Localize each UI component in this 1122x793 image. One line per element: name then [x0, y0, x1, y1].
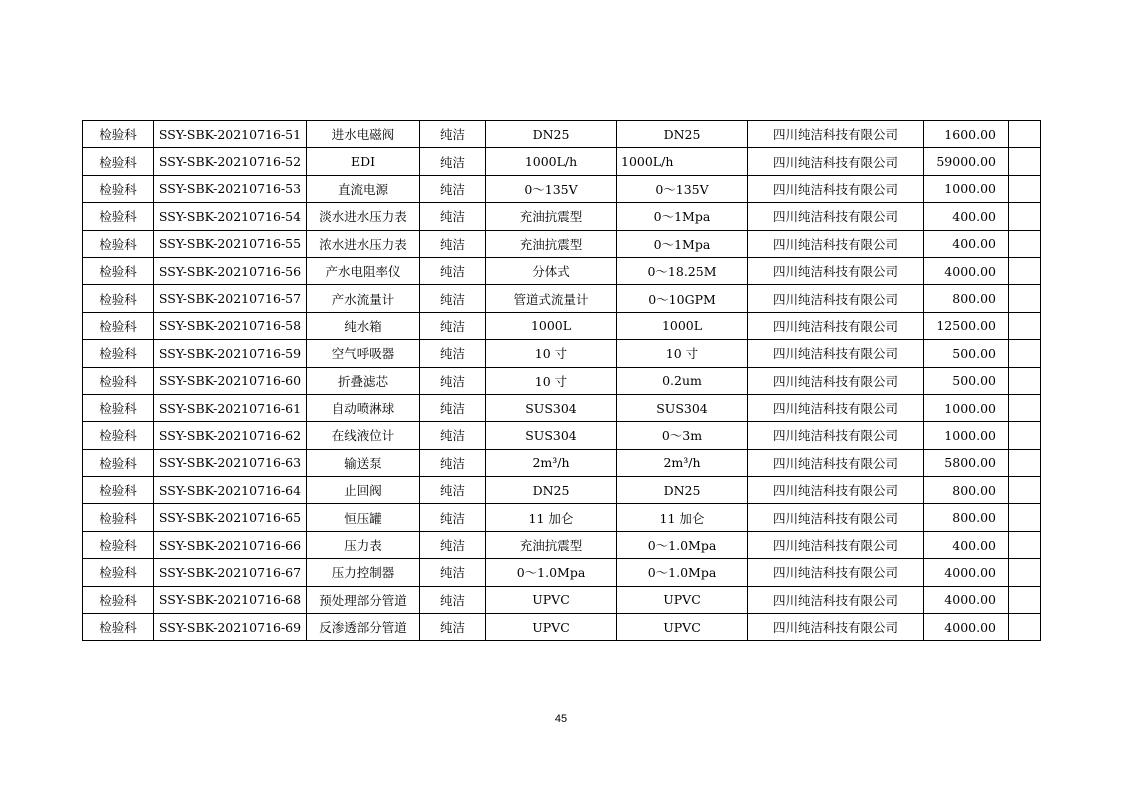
- model-cell: 0～135V: [486, 175, 617, 202]
- blank-cell: [1009, 203, 1041, 230]
- brand-cell: 纯洁: [420, 312, 486, 339]
- blank-cell: [1009, 614, 1041, 641]
- supplier-cell: 四川纯洁科技有限公司: [748, 230, 924, 257]
- model-cell: UPVC: [486, 586, 617, 613]
- spec-cell: 11 加仑: [617, 504, 748, 531]
- department-cell: 检验科: [83, 422, 154, 449]
- model-cell: 2m³/h: [486, 449, 617, 476]
- department-cell: 检验科: [83, 394, 154, 421]
- department-cell: 检验科: [83, 586, 154, 613]
- spec-cell: 1000L/h: [617, 148, 748, 175]
- department-cell: 检验科: [83, 312, 154, 339]
- spec-cell: UPVC: [617, 586, 748, 613]
- blank-cell: [1009, 394, 1041, 421]
- asset-code-cell: SSY-SBK-20210716-54: [154, 203, 307, 230]
- department-cell: 检验科: [83, 340, 154, 367]
- supplier-cell: 四川纯洁科技有限公司: [748, 531, 924, 558]
- brand-cell: 纯洁: [420, 422, 486, 449]
- supplier-cell: 四川纯洁科技有限公司: [748, 504, 924, 531]
- spec-cell: DN25: [617, 477, 748, 504]
- equipment-name-cell: 恒压罐: [307, 504, 420, 531]
- amount-cell: 400.00: [924, 203, 1009, 230]
- equipment-name-cell: 止回阀: [307, 477, 420, 504]
- spec-cell: SUS304: [617, 394, 748, 421]
- model-cell: SUS304: [486, 422, 617, 449]
- table-row: [83, 175, 1041, 202]
- equipment-name-cell: 产水流量计: [307, 285, 420, 312]
- table-row: [83, 531, 1041, 558]
- equipment-name-cell: 预处理部分管道: [307, 586, 420, 613]
- spec-cell: 0～135V: [617, 175, 748, 202]
- blank-cell: [1009, 367, 1041, 394]
- spec-cell: 0～3m: [617, 422, 748, 449]
- asset-code-cell: SSY-SBK-20210716-69: [154, 614, 307, 641]
- brand-cell: 纯洁: [420, 614, 486, 641]
- asset-code-cell: SSY-SBK-20210716-59: [154, 340, 307, 367]
- model-cell: 1000L: [486, 312, 617, 339]
- amount-cell: 800.00: [924, 477, 1009, 504]
- spec-cell: 1000L: [617, 312, 748, 339]
- table-row: [83, 312, 1041, 339]
- model-cell: 分体式: [486, 257, 617, 284]
- supplier-cell: 四川纯洁科技有限公司: [748, 148, 924, 175]
- model-cell: DN25: [486, 121, 617, 148]
- supplier-cell: 四川纯洁科技有限公司: [748, 614, 924, 641]
- equipment-name-cell: 输送泵: [307, 449, 420, 476]
- amount-cell: 4000.00: [924, 559, 1009, 586]
- equipment-name-cell: 反渗透部分管道: [307, 614, 420, 641]
- blank-cell: [1009, 175, 1041, 202]
- supplier-cell: 四川纯洁科技有限公司: [748, 285, 924, 312]
- brand-cell: 纯洁: [420, 531, 486, 558]
- model-cell: 充油抗震型: [486, 531, 617, 558]
- equipment-name-cell: 自动喷淋球: [307, 394, 420, 421]
- asset-code-cell: SSY-SBK-20210716-61: [154, 394, 307, 421]
- brand-cell: 纯洁: [420, 285, 486, 312]
- supplier-cell: 四川纯洁科技有限公司: [748, 559, 924, 586]
- model-cell: 充油抗震型: [486, 230, 617, 257]
- supplier-cell: 四川纯洁科技有限公司: [748, 175, 924, 202]
- department-cell: 检验科: [83, 257, 154, 284]
- blank-cell: [1009, 121, 1041, 148]
- department-cell: 检验科: [83, 148, 154, 175]
- asset-code-cell: SSY-SBK-20210716-68: [154, 586, 307, 613]
- table-row: [83, 121, 1041, 148]
- amount-cell: 5800.00: [924, 449, 1009, 476]
- spec-cell: 0～18.25M: [617, 257, 748, 284]
- blank-cell: [1009, 586, 1041, 613]
- department-cell: 检验科: [83, 367, 154, 394]
- amount-cell: 1000.00: [924, 422, 1009, 449]
- equipment-name-cell: 折叠滤芯: [307, 367, 420, 394]
- model-cell: UPVC: [486, 614, 617, 641]
- equipment-table: [82, 120, 1041, 641]
- asset-code-cell: SSY-SBK-20210716-53: [154, 175, 307, 202]
- department-cell: 检验科: [83, 559, 154, 586]
- blank-cell: [1009, 230, 1041, 257]
- blank-cell: [1009, 449, 1041, 476]
- asset-code-cell: SSY-SBK-20210716-55: [154, 230, 307, 257]
- amount-cell: 500.00: [924, 367, 1009, 394]
- amount-cell: 800.00: [924, 285, 1009, 312]
- supplier-cell: 四川纯洁科技有限公司: [748, 367, 924, 394]
- spec-cell: 0～1Mpa: [617, 203, 748, 230]
- blank-cell: [1009, 312, 1041, 339]
- asset-code-cell: SSY-SBK-20210716-63: [154, 449, 307, 476]
- spec-cell: 0.2um: [617, 367, 748, 394]
- brand-cell: 纯洁: [420, 477, 486, 504]
- model-cell: 管道式流量计: [486, 285, 617, 312]
- table-body: [83, 121, 1041, 641]
- brand-cell: 纯洁: [420, 257, 486, 284]
- table-row: [83, 586, 1041, 613]
- department-cell: 检验科: [83, 121, 154, 148]
- department-cell: 检验科: [83, 203, 154, 230]
- table-row: [83, 559, 1041, 586]
- department-cell: 检验科: [83, 504, 154, 531]
- equipment-name-cell: 淡水进水压力表: [307, 203, 420, 230]
- supplier-cell: 四川纯洁科技有限公司: [748, 121, 924, 148]
- supplier-cell: 四川纯洁科技有限公司: [748, 312, 924, 339]
- brand-cell: 纯洁: [420, 203, 486, 230]
- asset-code-cell: SSY-SBK-20210716-64: [154, 477, 307, 504]
- amount-cell: 59000.00: [924, 148, 1009, 175]
- asset-code-cell: SSY-SBK-20210716-57: [154, 285, 307, 312]
- supplier-cell: 四川纯洁科技有限公司: [748, 449, 924, 476]
- amount-cell: 1600.00: [924, 121, 1009, 148]
- department-cell: 检验科: [83, 449, 154, 476]
- blank-cell: [1009, 504, 1041, 531]
- equipment-name-cell: 直流电源: [307, 175, 420, 202]
- blank-cell: [1009, 148, 1041, 175]
- brand-cell: 纯洁: [420, 586, 486, 613]
- supplier-cell: 四川纯洁科技有限公司: [748, 394, 924, 421]
- amount-cell: 4000.00: [924, 614, 1009, 641]
- brand-cell: 纯洁: [420, 340, 486, 367]
- supplier-cell: 四川纯洁科技有限公司: [748, 340, 924, 367]
- table-row: [83, 203, 1041, 230]
- equipment-name-cell: 纯水箱: [307, 312, 420, 339]
- table-row: [83, 394, 1041, 421]
- department-cell: 检验科: [83, 230, 154, 257]
- model-cell: 充油抗震型: [486, 203, 617, 230]
- department-cell: 检验科: [83, 614, 154, 641]
- blank-cell: [1009, 285, 1041, 312]
- asset-code-cell: SSY-SBK-20210716-52: [154, 148, 307, 175]
- spec-cell: DN25: [617, 121, 748, 148]
- amount-cell: 400.00: [924, 531, 1009, 558]
- department-cell: 检验科: [83, 477, 154, 504]
- model-cell: 10 寸: [486, 367, 617, 394]
- equipment-name-cell: 压力表: [307, 531, 420, 558]
- table-row: [83, 148, 1041, 175]
- table-row: [83, 257, 1041, 284]
- brand-cell: 纯洁: [420, 449, 486, 476]
- page-number: 45: [554, 713, 568, 725]
- spec-cell: 0～1Mpa: [617, 230, 748, 257]
- amount-cell: 4000.00: [924, 257, 1009, 284]
- equipment-name-cell: 进水电磁阀: [307, 121, 420, 148]
- brand-cell: 纯洁: [420, 230, 486, 257]
- equipment-name-cell: 空气呼吸器: [307, 340, 420, 367]
- amount-cell: 1000.00: [924, 175, 1009, 202]
- model-cell: 10 寸: [486, 340, 617, 367]
- supplier-cell: 四川纯洁科技有限公司: [748, 203, 924, 230]
- equipment-name-cell: EDI: [307, 148, 420, 175]
- spec-cell: 10 寸: [617, 340, 748, 367]
- blank-cell: [1009, 477, 1041, 504]
- asset-code-cell: SSY-SBK-20210716-67: [154, 559, 307, 586]
- supplier-cell: 四川纯洁科技有限公司: [748, 586, 924, 613]
- brand-cell: 纯洁: [420, 175, 486, 202]
- asset-code-cell: SSY-SBK-20210716-56: [154, 257, 307, 284]
- brand-cell: 纯洁: [420, 394, 486, 421]
- table-row: [83, 449, 1041, 476]
- supplier-cell: 四川纯洁科技有限公司: [748, 422, 924, 449]
- blank-cell: [1009, 531, 1041, 558]
- model-cell: SUS304: [486, 394, 617, 421]
- table-row: [83, 367, 1041, 394]
- brand-cell: 纯洁: [420, 148, 486, 175]
- department-cell: 检验科: [83, 531, 154, 558]
- brand-cell: 纯洁: [420, 504, 486, 531]
- equipment-name-cell: 在线液位计: [307, 422, 420, 449]
- amount-cell: 12500.00: [924, 312, 1009, 339]
- brand-cell: 纯洁: [420, 121, 486, 148]
- amount-cell: 400.00: [924, 230, 1009, 257]
- brand-cell: 纯洁: [420, 367, 486, 394]
- blank-cell: [1009, 559, 1041, 586]
- amount-cell: 800.00: [924, 504, 1009, 531]
- amount-cell: 500.00: [924, 340, 1009, 367]
- brand-cell: 纯洁: [420, 559, 486, 586]
- amount-cell: 4000.00: [924, 586, 1009, 613]
- spec-cell: 0～10GPM: [617, 285, 748, 312]
- asset-code-cell: SSY-SBK-20210716-51: [154, 121, 307, 148]
- asset-code-cell: SSY-SBK-20210716-65: [154, 504, 307, 531]
- spec-cell: 0～1.0Mpa: [617, 559, 748, 586]
- equipment-name-cell: 浓水进水压力表: [307, 230, 420, 257]
- asset-code-cell: SSY-SBK-20210716-66: [154, 531, 307, 558]
- table-row: [83, 230, 1041, 257]
- blank-cell: [1009, 340, 1041, 367]
- spec-cell: UPVC: [617, 614, 748, 641]
- table-row: [83, 477, 1041, 504]
- amount-cell: 1000.00: [924, 394, 1009, 421]
- table-row: [83, 340, 1041, 367]
- table-row: [83, 285, 1041, 312]
- blank-cell: [1009, 257, 1041, 284]
- spec-cell: 0～1.0Mpa: [617, 531, 748, 558]
- spec-cell: 2m³/h: [617, 449, 748, 476]
- supplier-cell: 四川纯洁科技有限公司: [748, 257, 924, 284]
- model-cell: 11 加仑: [486, 504, 617, 531]
- asset-code-cell: SSY-SBK-20210716-58: [154, 312, 307, 339]
- asset-code-cell: SSY-SBK-20210716-60: [154, 367, 307, 394]
- asset-code-cell: SSY-SBK-20210716-62: [154, 422, 307, 449]
- equipment-name-cell: 压力控制器: [307, 559, 420, 586]
- equipment-name-cell: 产水电阻率仪: [307, 257, 420, 284]
- supplier-cell: 四川纯洁科技有限公司: [748, 477, 924, 504]
- model-cell: 0～1.0Mpa: [486, 559, 617, 586]
- table-row: [83, 504, 1041, 531]
- model-cell: DN25: [486, 477, 617, 504]
- department-cell: 检验科: [83, 285, 154, 312]
- blank-cell: [1009, 422, 1041, 449]
- table-row: [83, 614, 1041, 641]
- model-cell: 1000L/h: [486, 148, 617, 175]
- department-cell: 检验科: [83, 175, 154, 202]
- table-row: [83, 422, 1041, 449]
